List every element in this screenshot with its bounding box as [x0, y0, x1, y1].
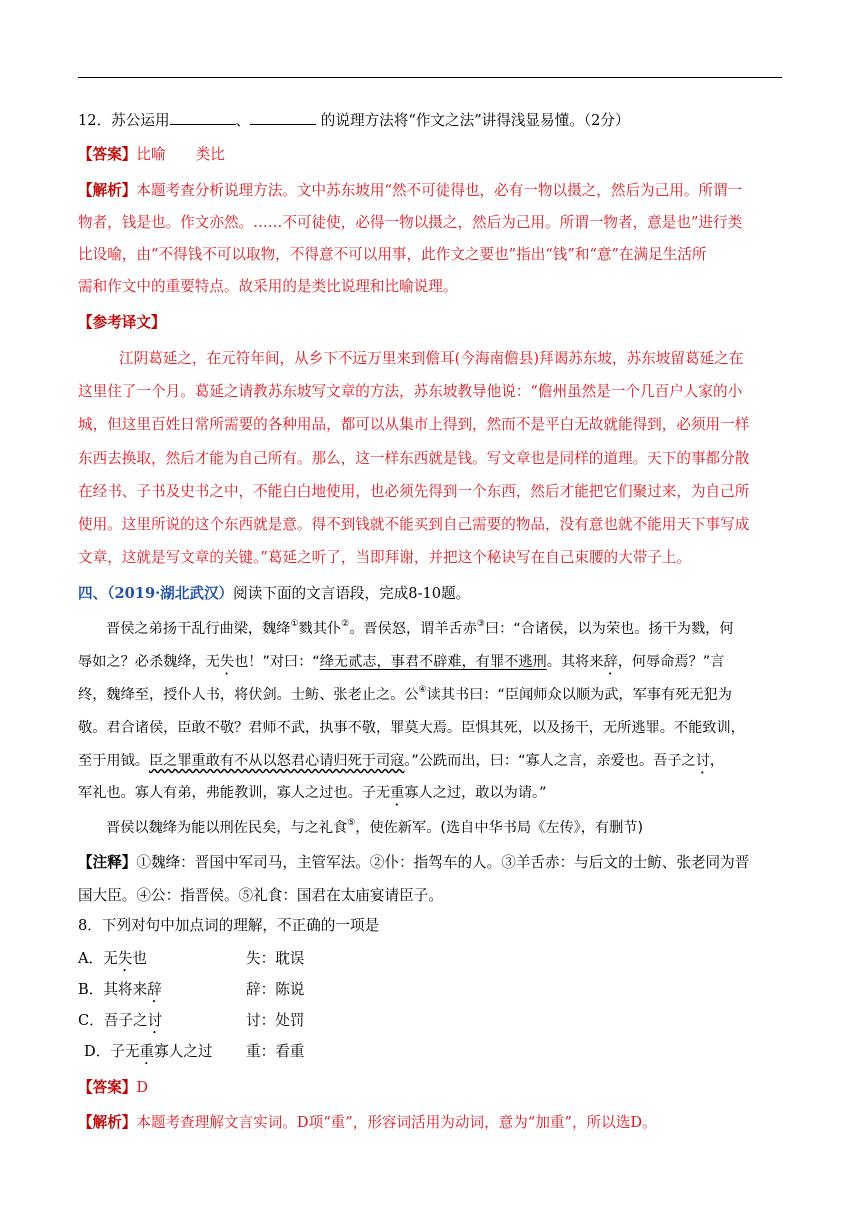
option-d: D．子无重寡人之过	[84, 1043, 213, 1060]
option-a-gloss: 失：耽误	[246, 950, 305, 967]
translation-line-1: 江阴葛延之，在元符年间，从乡下不远万里来到儋耳(今海南儋县)拜谒苏东坡，苏东坡留葛延之在	[119, 350, 744, 367]
wavy-underlined-sentence: 臣之罪重敢有不从以怒君心请归死于司寇	[148, 753, 405, 769]
answer-8: 【答案】D	[78, 1079, 149, 1096]
translation-line-3: 城，但这里百姓日常所需要的各种用品，都可以从集市上得到，然而不是平白无故就能得到，必须用一样	[78, 416, 750, 433]
section-4-source: 四、（2019·湖北武汉）	[78, 585, 234, 602]
passage-line-5: 至于用钺。臣之罪重敢有不从以怒君心请归死于司寇。”公跣而出，曰：“寡人之言，亲爱也。吾子之讨，	[78, 753, 725, 769]
notes-line-1: 【注释】①魏绛：晋国中军司马，主管军法。②仆：指驾车的人。③羊舌赤：与后文的士鲂、张老同为晋	[78, 854, 750, 871]
option-d-gloss: 重：看重	[246, 1043, 305, 1060]
underlined-sentence: 绛无贰志，事君不辟难，有罪不逃刑	[319, 654, 547, 670]
question-12-text: 的说理方法将“作文之法”讲得浅显易懂。（2分）	[316, 112, 630, 129]
answer-12-b: 类比	[195, 146, 225, 163]
passage-line-7: 晋侯以魏绛为能以刑佐民矣，与之礼食⑤，使佐新军。(选自中华书局《左传》，有删节)	[106, 818, 644, 836]
translation-line-5: 在经书、子书及史书之中，不能白白地使用，也必须先得到一个东西，然后才能把它们聚过来，为自己所	[78, 483, 750, 500]
option-b-gloss: 辞：陈说	[246, 981, 305, 998]
option-c-gloss: 讨：处罚	[246, 1012, 305, 1029]
answer-blank-1	[170, 110, 236, 125]
translation-line-2: 这里住了一个月。葛延之请教苏东坡写文章的方法，苏东坡教导他说：“儋州虽然是一个几百户人家的小	[78, 383, 743, 400]
analysis-8: 【解析】本题考查理解文言实词。D项“重”，形容词活用为动词，意为“加重”，所以选D。	[78, 1114, 657, 1131]
passage-line-1: 晋侯之弟扬干乱行曲梁，魏绛①戮其仆②。晋侯怒，谓羊舌赤③曰：“合诸侯，以为荣也。扬干为戮，何	[106, 619, 734, 637]
header-rule	[78, 77, 782, 78]
analysis-tag: 【解析】	[78, 182, 137, 199]
analysis-12-line-2: 物者，钱是也。作文亦然。……不可徒使，必得一物以摄之，然后为己用。所谓一物者，意是也”进行类	[78, 214, 743, 231]
notes-line-2: 国大臣。④公：指晋侯。⑤礼食：国君在太庙宴请臣子。	[78, 887, 443, 904]
answer-8-value: D	[136, 1079, 149, 1096]
option-b: B．其将来辞	[78, 981, 162, 998]
passage-line-3: 终，魏绛至，授仆人书，将伏剑。士鲂、张老止之。公④读其书曰：“臣闻师众以顺为武，军事有死无犯为	[78, 685, 732, 703]
answer-blank-2	[250, 110, 316, 125]
analysis-12-line-4: 需和作文中的重要特点。故采用的是类比说理和比喻说理。	[78, 278, 458, 295]
notes-tag: 【注释】	[78, 854, 137, 871]
answer-12	[78, 145, 788, 165]
passage-line-6: 军礼也。寡人有弟，弗能教训，寡人之过也。子无重寡人之过，敢以为请。”	[78, 785, 547, 801]
question-12	[78, 110, 788, 131]
translation-line-4: 东西去换取，然后才能为自己所有。那么，这一样东西就是钱。写文章也是同样的道理。天下的事都分散	[78, 450, 750, 467]
passage-line-4: 敬。君合诸侯，臣敢不敬？君师不武，执事不敬，罪莫大焉。臣惧其死，以及扬干，无所逃罪。不能致训，	[78, 720, 745, 736]
answer-tag: 【答案】	[78, 146, 137, 163]
passage-line-2: 辱如之？必杀魏绛，无失也！”对曰：“绛无贰志，事君不辟难，有罪不逃刑。其将来辞，何辱命焉？”言	[78, 654, 725, 670]
analysis-12-line-3: 比设喻，由“不得钱不可以取物，不得意不可以用事，此作文之要也”指出“钱”和“意”在满足生活所	[78, 246, 707, 263]
section-4-instruction: 阅读下面的文言语段，完成8-10题。	[233, 585, 471, 602]
translation-line-7: 文章，这就是写文章的关键。”葛延之听了，当即拜谢，并把这个秘诀写在自己束腰的大带子上。	[78, 549, 692, 566]
blank-separator: 、	[235, 112, 251, 129]
question-12-number: 12．苏公运用	[78, 112, 170, 129]
question-8-stem: 8．下列对句中加点词的理解，不正确的一项是	[78, 917, 380, 934]
translation-line-6: 使用。这里所说的这个东西就是意。得不到钱就不能买到自己需要的物品，没有意也就不能用天下事写成	[78, 516, 750, 533]
option-a: A．无失也	[78, 950, 147, 967]
option-c: C．吾子之讨	[78, 1012, 163, 1029]
answer-12-a: 比喻	[136, 146, 166, 163]
translation-heading: 【参考译文】	[78, 314, 166, 331]
section-4-heading	[78, 584, 788, 604]
analysis-12-line-1: 【解析】本题考查分析说理方法。文中苏东坡用“然不可徒得也，必有一物以摄之，然后为己用。所谓一	[78, 182, 743, 199]
